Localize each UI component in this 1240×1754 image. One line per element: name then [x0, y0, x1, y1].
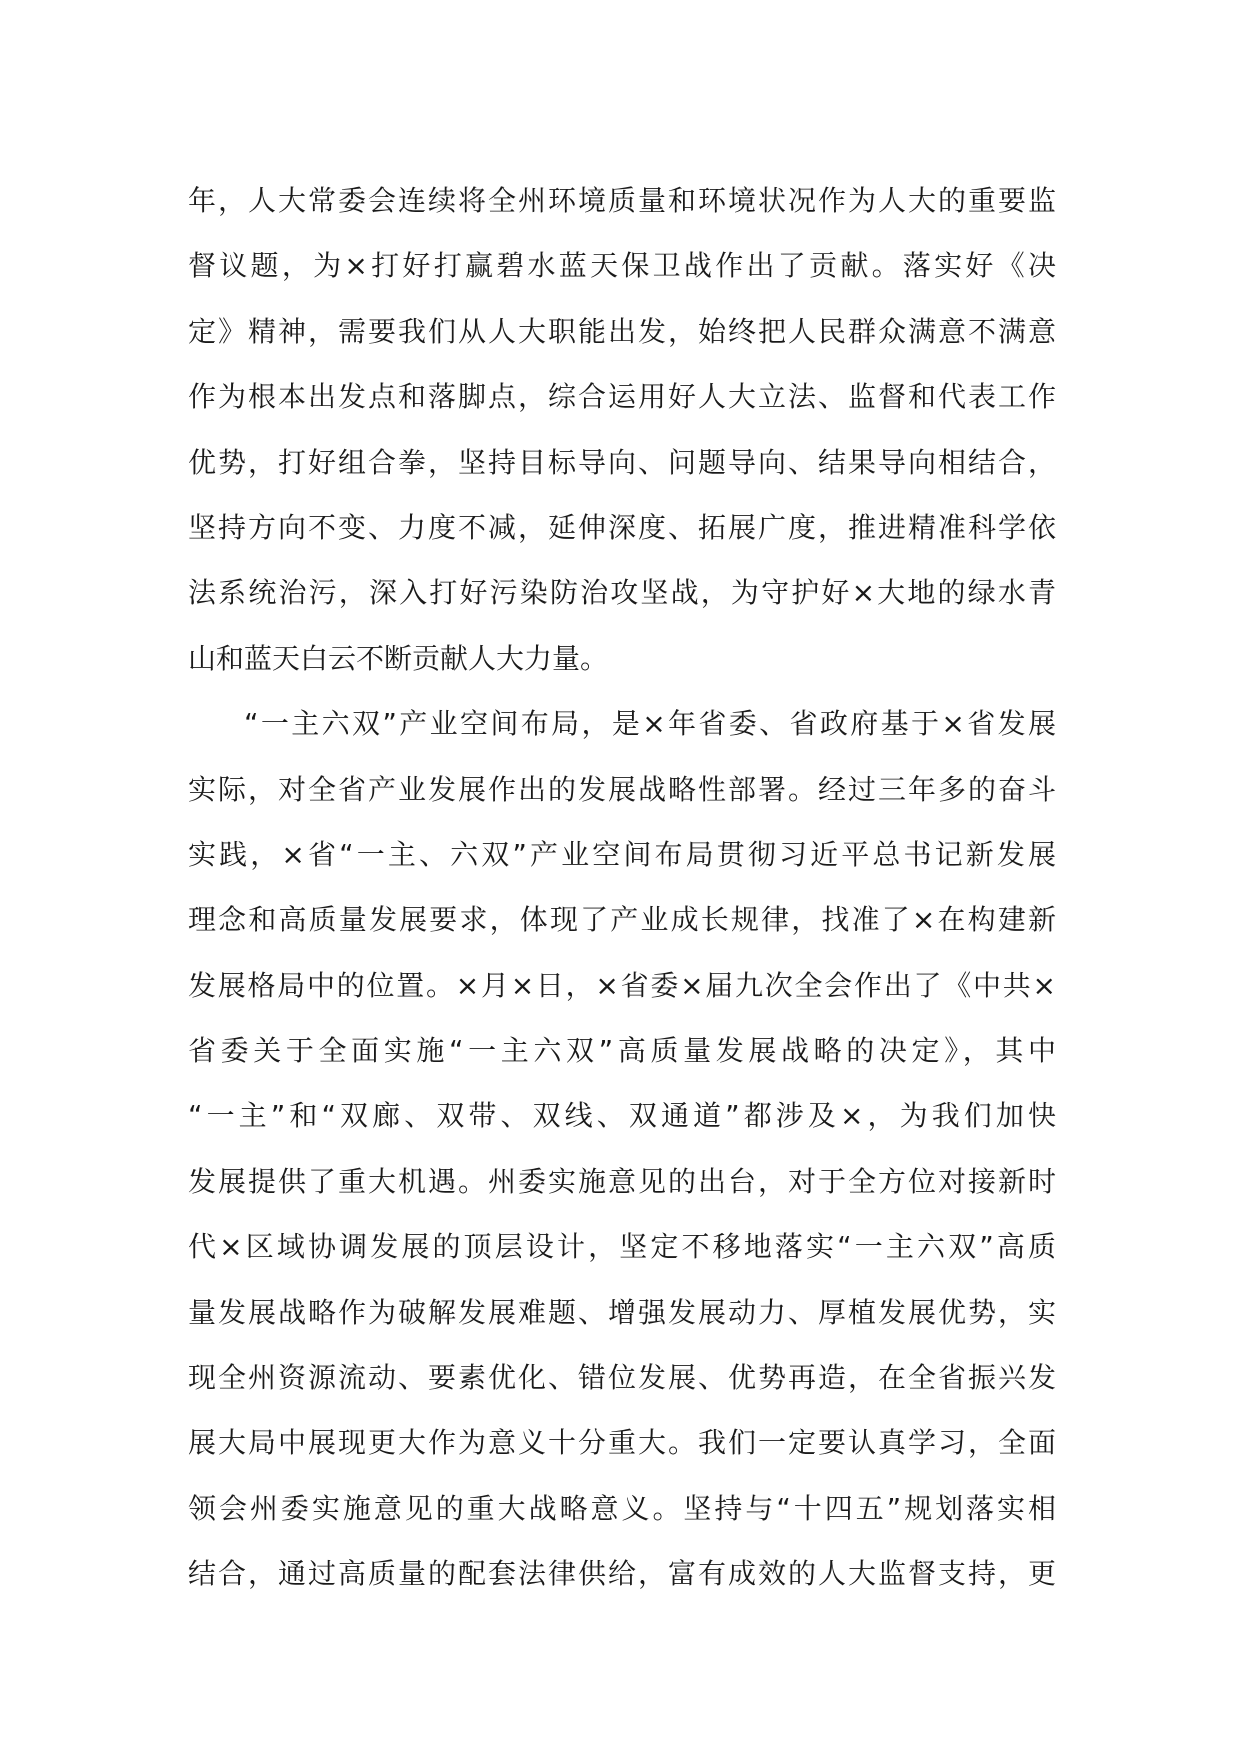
paragraph-2-line-11: 现全州资源流动、要素优化、错位发展、优势再造，在全省振兴发 — [188, 1361, 1056, 1395]
paragraph-1-line-8: 山和蓝天白云不断贡献人大力量。 — [188, 641, 609, 675]
paragraph-2-line-12: 展大局中展现更大作为意义十分重大。我们一定要认真学习，全面 — [188, 1426, 1056, 1460]
paragraph-1-line-2: 督议题，为×打好打赢碧水蓝天保卫战作出了贡献。落实好《决 — [188, 249, 1056, 283]
paragraph-2-line-9: 代×区域协调发展的顶层设计，坚定不移地落实“一主六双”高质 — [188, 1230, 1056, 1264]
paragraph-2-line-10: 量发展战略作为破解发展难题、增强发展动力、厚植发展优势，实 — [188, 1295, 1056, 1329]
paragraph-2-line-4: 理念和高质量发展要求，体现了产业成长规律，找准了×在构建新 — [188, 903, 1056, 937]
paragraph-2-line-3: 实践，×省“一主、六双”产业空间布局贯彻习近平总书记新发展 — [188, 837, 1056, 871]
paragraph-2-line-6: 省委关于全面实施“一主六双”高质量发展战略的决定》，其中 — [188, 1034, 1056, 1068]
body-text — [188, 168, 1056, 1607]
paragraph-1-line-3: 定》精神，需要我们从人大职能出发，始终把人民群众满意不满意 — [188, 314, 1056, 348]
paragraph-2-line-7: “一主”和“双廊、双带、双线、双通道”都涉及×，为我们加快 — [188, 1099, 1056, 1133]
paragraph-2-line-1: “一主六双”产业空间布局，是×年省委、省政府基于×省发展 — [244, 707, 1056, 741]
paragraph-2-line-8: 发展提供了重大机遇。州委实施意见的出台，对于全方位对接新时 — [188, 1164, 1056, 1198]
paragraph-1-line-7: 法系统治污，深入打好污染防治攻坚战，为守护好×大地的绿水青 — [188, 576, 1056, 610]
paragraph-2-line-14: 结合，通过高质量的配套法律供给，富有成效的人大监督支持，更 — [188, 1557, 1056, 1591]
paragraph-2-line-5: 发展格局中的位置。×月×日，×省委×届九次全会作出了《中共× — [188, 968, 1056, 1002]
paragraph-1-line-4: 作为根本出发点和落脚点，综合运用好人大立法、监督和代表工作 — [188, 380, 1056, 414]
paragraph-1-line-1: 年，人大常委会连续将全州环境质量和环境状况作为人大的重要监 — [188, 184, 1056, 217]
paragraph-1-line-5: 优势，打好组合拳，坚持目标导向、问题导向、结果导向相结合， — [188, 445, 1056, 479]
paragraph-1-line-6: 坚持方向不变、力度不减，延伸深度、拓展广度，推进精准科学依 — [188, 510, 1056, 544]
paragraph-2-line-13: 领会州委实施意见的重大战略意义。坚持与“十四五”规划落实相 — [188, 1491, 1056, 1525]
paragraph-2-line-2: 实际，对全省产业发展作出的发展战略性部署。经过三年多的奋斗 — [188, 772, 1056, 806]
